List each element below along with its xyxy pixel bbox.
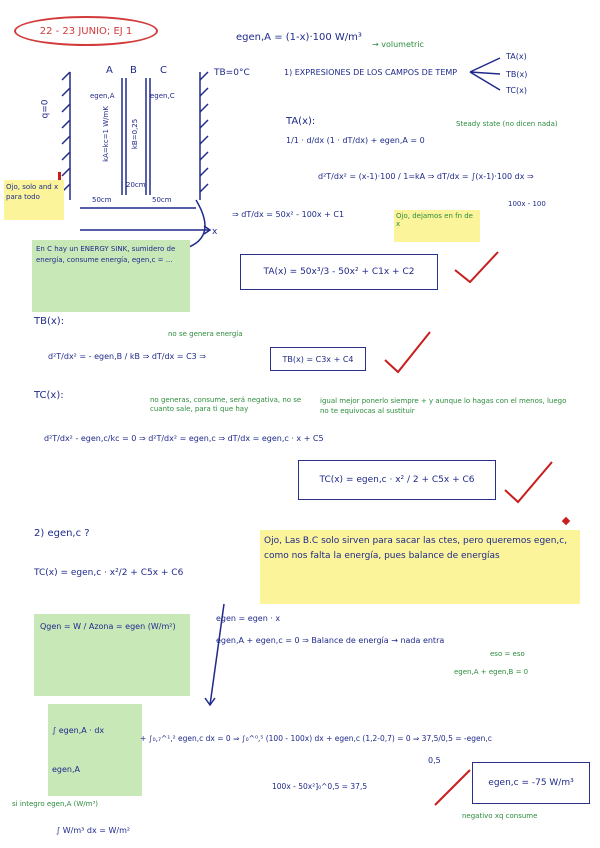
q-left-label: q=0 <box>40 99 51 119</box>
eso-eq: eso = eso <box>490 650 525 658</box>
denominator: 0,5 <box>428 756 441 765</box>
integral-a: ∫ egen,A · dx <box>52 726 105 735</box>
bottom-eq: ∫ W/m³ dx = W/m² <box>56 826 131 835</box>
green-note-left: En C hay un ENERGY SINK, sumidero de energía, consume energía, egen,c = ... <box>32 240 190 312</box>
k-a-label: kA=kc=1 W/mK <box>101 106 110 162</box>
egen-ab-eq: egen,A + egen,B = 0 <box>454 668 529 676</box>
col-b-label: B <box>130 65 137 76</box>
part2-tc-eq: TC(x) = egen,c · x²/2 + C5x + C6 <box>34 568 184 578</box>
col-a-label: A <box>106 65 113 76</box>
page-title: 22 - 23 JUNIO; EJ 1 <box>39 25 133 37</box>
x-axis-label: x <box>212 227 218 237</box>
int-result: 100x - 50x²]₀^0,5 = 37,5 <box>272 782 368 791</box>
integral-a-box <box>48 704 142 796</box>
field-tb: TB(x) <box>506 70 528 79</box>
tb-note: no se genera energía <box>168 330 243 338</box>
tb-result-box: TB(x) = C3x + C4 <box>270 347 366 371</box>
dim-right-label: 50cm <box>152 196 172 204</box>
si-integro-note: si integro egen,A (W/m³) <box>12 800 99 808</box>
col-c-label: C <box>160 65 167 76</box>
ta-eq2: d²T/dx² = (x-1)·100 / 1=kA ⇒ dT/dx = ∫(x-1)·100 dx ⇒ <box>318 172 534 181</box>
volumetric-note: → volumetric <box>372 40 424 49</box>
k-b-label: kB=0,25 <box>131 118 140 150</box>
negative-note: negativo xq consume <box>462 812 538 820</box>
egen-c-label: egen,C <box>150 92 175 100</box>
field-tc: TC(x) <box>506 86 527 95</box>
egen-a-label: egen,A <box>90 92 115 100</box>
tc-eq: d²T/dx² - egen,c/kc = 0 ⇒ d²T/dx² = egen,c ⇒ dT/dx = egen,c · x + C5 <box>44 434 324 443</box>
qgen-box: Qgen = W / Azona = egen (W/m²) <box>34 614 190 696</box>
tb-label: TB(x): <box>34 316 65 327</box>
tc-result-box: TC(x) = egen,c · x² / 2 + C5x + C6 <box>298 460 496 500</box>
balance-eq: egen,A + egen,c = 0 ⇒ Balance de energía → nada entra <box>216 636 445 645</box>
part1-heading: 1) EXPRESIONES DE LOS CAMPOS DE TEMP <box>284 68 458 77</box>
ojo-x-note: Ojo, dejamos en fn de x <box>394 210 480 242</box>
tc-note: no generas, consume, será negativa, no se cuanto sale, para ti que hay <box>150 396 302 413</box>
egen-a-under: egen,A <box>52 765 81 774</box>
ta-eq3: ⇒ dT/dx = 50x² - 100x + C1 <box>232 210 345 219</box>
dim-mid-label: 20cm <box>126 181 146 189</box>
field-ta: TA(x) <box>506 52 527 61</box>
egen-a-expr: egen,A = (1-x)·100 W/m³ <box>236 32 362 43</box>
tb-right-label: TB=0°C <box>214 68 250 78</box>
dim-left-label: 50cm <box>92 196 112 204</box>
ta-eq1: 1/1 · d/dx (1 · dT/dx) + egen,A = 0 <box>286 136 425 145</box>
yellow-note-right: Ojo, Las B.C solo sirven para sacar las ctes, pero queremos egen,c, como nos falta la energía, pues balance de energías <box>260 530 580 604</box>
ta-label: TA(x): <box>286 116 316 127</box>
part2-heading: 2) egen,c ? <box>34 528 90 539</box>
result-box: egen,c = -75 W/m³ <box>472 762 590 804</box>
ta-result-box: TA(x) = 50x³/3 - 50x² + C1x + C2 <box>240 254 438 290</box>
tb-eq: d²T/dx² = - egen,B / kB ⇒ dT/dx = C3 ⇒ <box>48 352 207 361</box>
tc-note2: igual mejor ponerlo siempre + y aunque lo hagas con el menos, luego no te equivocas al sustituir <box>320 397 567 415</box>
egen-x-eq: egen = egen · x <box>216 614 281 623</box>
tc-label: TC(x): <box>34 390 64 401</box>
integral-c-eq: + ∫₀,₇^¹,² egen,c dx = 0 ⇒ ∫₀^⁰,⁵ (100 - 100x) dx + egen,c (1,2-0,7) = 0 ⇒ 37,5/0,5 = -egen,c <box>140 734 492 743</box>
yellow-note-left: Ojo, solo and x para todo <box>4 180 64 220</box>
steady-note: Steady state (no dicen nada) <box>456 120 558 128</box>
ta-eq2b: 100x - 100 <box>508 200 546 208</box>
